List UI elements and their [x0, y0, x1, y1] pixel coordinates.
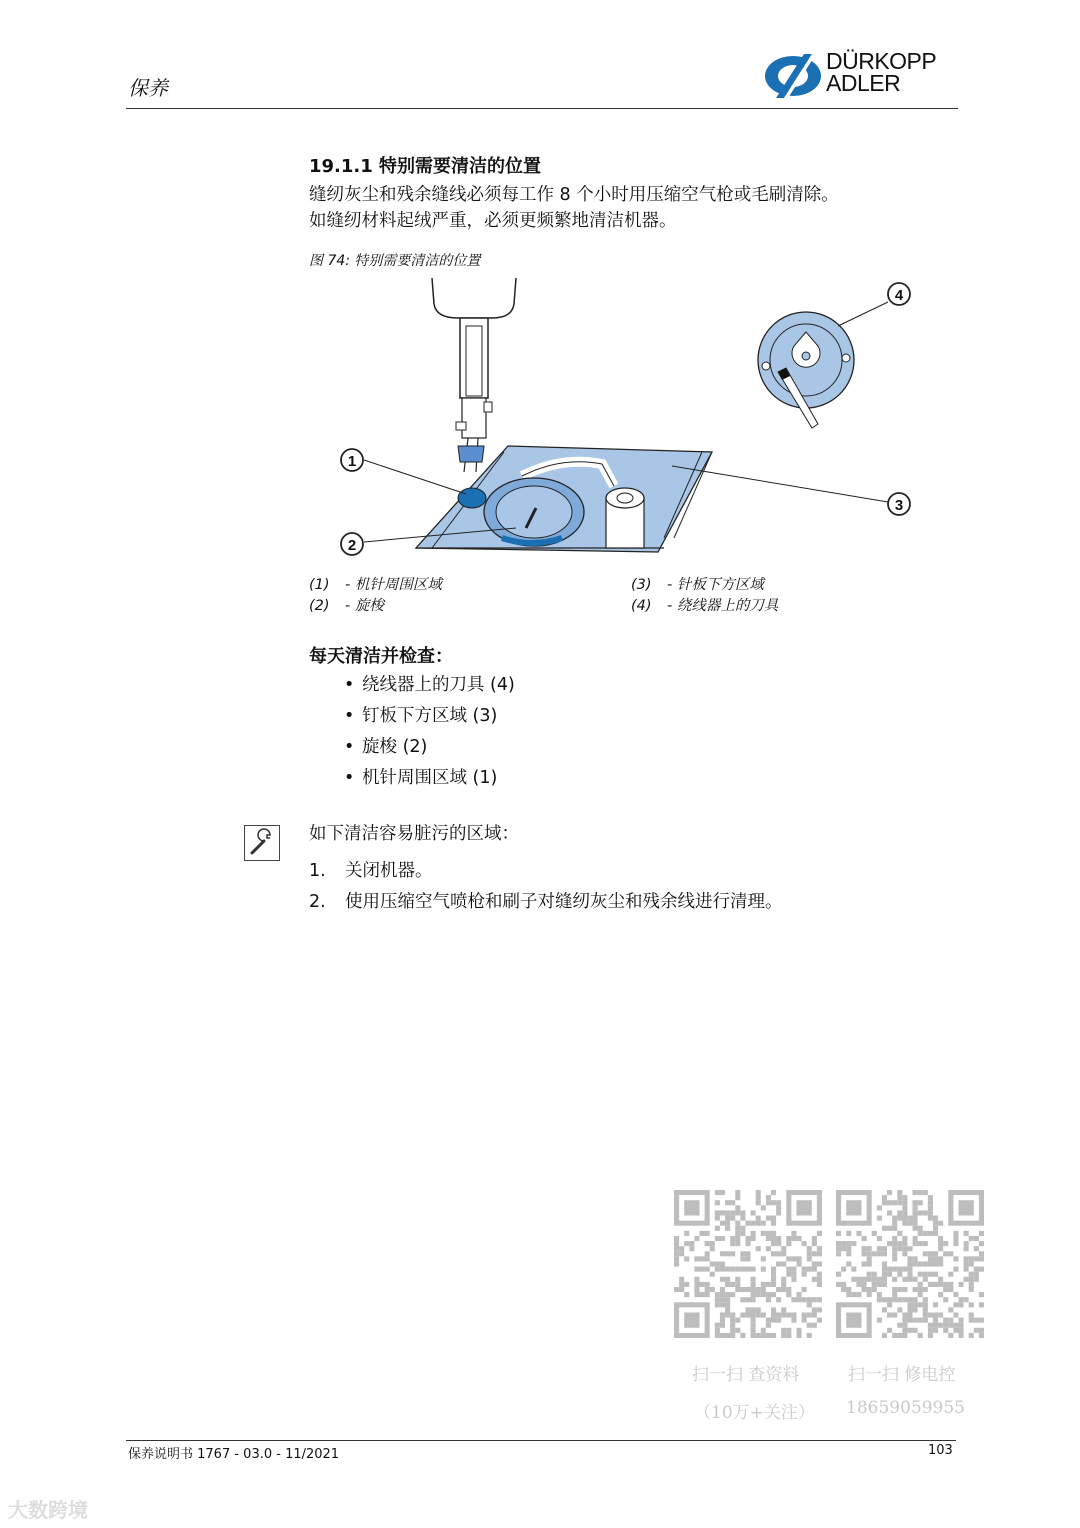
step-item: 2. 使用压缩空气喷枪和刷子对缝纫灰尘和残余线进行清理。: [309, 892, 783, 912]
figure-caption: 图 74: 特别需要清洁的位置: [309, 253, 481, 269]
legend-item: (3) - 针板下方区域: [631, 577, 764, 593]
step-item: 1. 关闭机器。: [309, 861, 433, 881]
cleaning-steps: [309, 858, 783, 920]
qr-left-label-2: （10万+关注）: [694, 1403, 815, 1423]
intro-line-2: 如缝纫材料起绒严重，必须更频繁地清洁机器。: [309, 211, 677, 231]
page-number: 103: [928, 1443, 953, 1458]
qr-right-label-1: 扫一扫 修电控: [848, 1365, 956, 1385]
section-heading: 19.1.1 特别需要清洁的位置: [309, 156, 542, 177]
callout-4: 4: [894, 287, 904, 304]
qr-right-label-2: 18659059955: [846, 1398, 965, 1418]
header-divider: [126, 108, 958, 109]
header-title: 保养: [128, 76, 168, 100]
daily-check-heading: 每天清洁并检查：: [309, 646, 453, 667]
callout-3: 3: [894, 497, 904, 514]
qr-code-right: [836, 1190, 984, 1338]
brand-logo-text: [826, 50, 936, 94]
list-item: • 钉板下方区域 (3): [344, 703, 515, 734]
legend-item: (1) - 机针周围区域: [309, 577, 442, 593]
qr-code-left: [674, 1190, 822, 1338]
callout-2: 2: [347, 537, 357, 554]
footer-divider: [126, 1440, 956, 1441]
sewing-machine-illustration: [332, 276, 922, 566]
wrench-icon: [244, 825, 280, 861]
steps-intro: 如下清洁容易脏污的区域：: [309, 824, 519, 844]
callout-1: 1: [347, 453, 357, 470]
daily-check-list: [344, 672, 515, 796]
figure-legend-right: [631, 575, 778, 617]
list-item: • 机针周围区域 (1): [344, 765, 515, 796]
brand-line-1: DÜRKOPP: [826, 48, 937, 74]
section-intro: [309, 182, 839, 234]
list-item: • 绕线器上的刀具 (4): [344, 672, 515, 703]
legend-item: (4) - 绕线器上的刀具: [631, 598, 779, 614]
list-item: • 旋梭 (2): [344, 734, 515, 765]
footer-document-info: 保养说明书 1767 - 03.0 - 11/2021: [128, 1447, 340, 1462]
legend-item: (2) - 旋梭: [309, 598, 384, 614]
intro-line-1: 缝纫灰尘和残余缝线必须每工作 8 个小时用压缩空气枪或毛刷清除。: [309, 185, 839, 205]
brand-line-2: ADLER: [826, 70, 901, 96]
qr-left-label-1: 扫一扫 查资料: [692, 1365, 800, 1385]
watermark: 大数跨境: [8, 1498, 88, 1522]
figure-legend-left: [309, 575, 442, 617]
